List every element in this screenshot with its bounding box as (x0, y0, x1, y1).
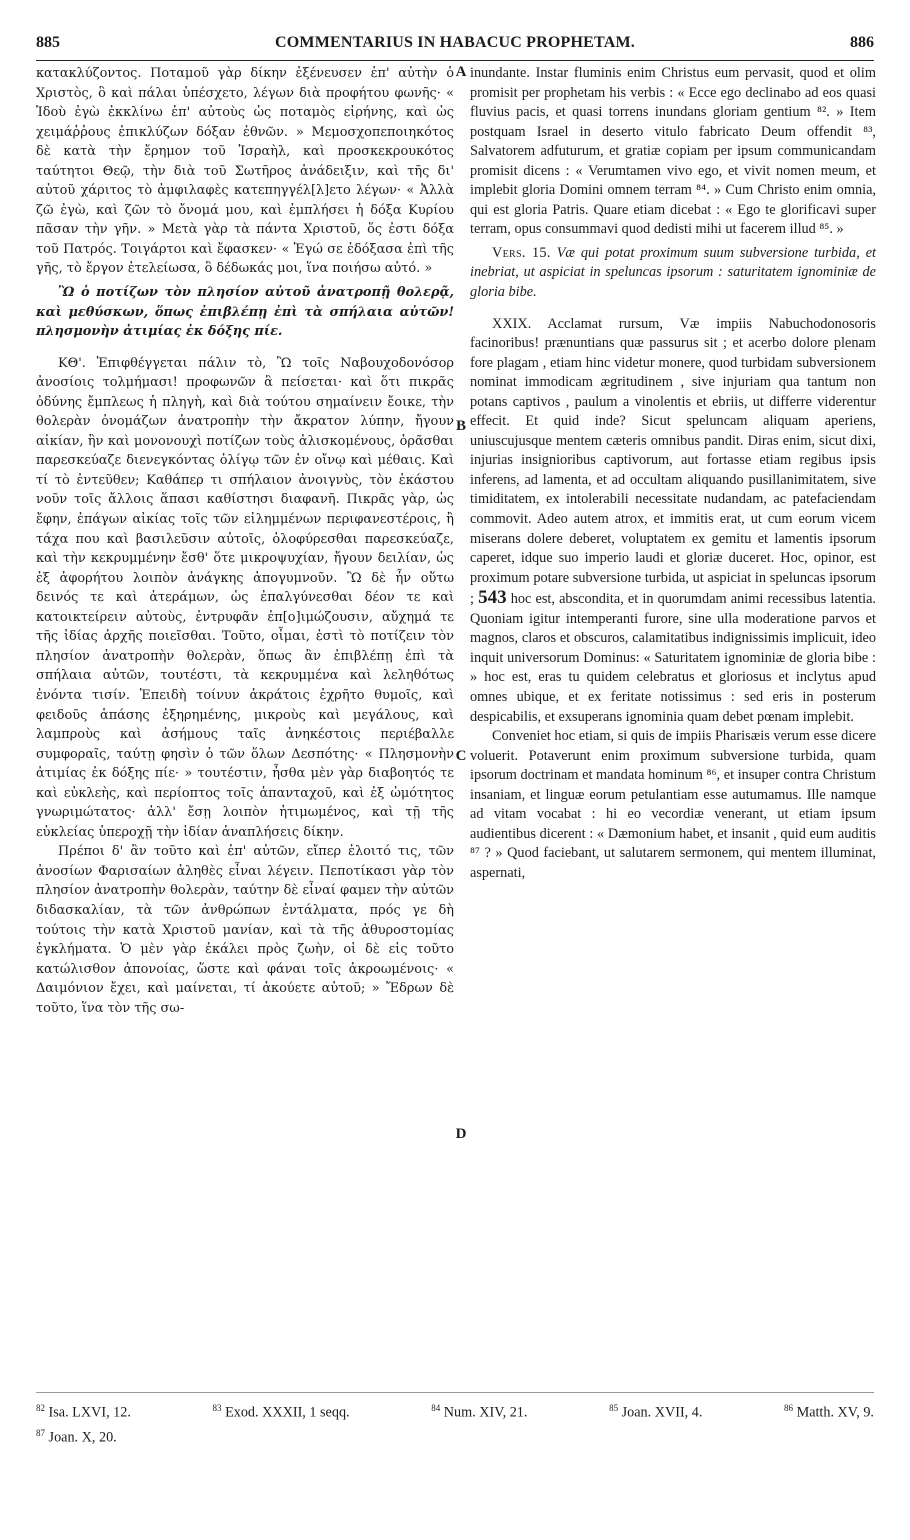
footnote: $^{84}$ Num. XIV, 21. (431, 1403, 528, 1421)
greek-column (36, 64, 454, 1018)
greek-verse: Ὢ ὁ ποτίζων τὸν πλησίον αὐτοῦ ἀνατροπῇ θολερᾷ, καὶ μεθύσκων, ὅπως ἐπιβλέπῃ ἐπὶ τὰ σπήλαια αὐτῶν! πλησμονὴν ἀτιμίας ἐκ δόξης πίε. (36, 285, 454, 340)
greek-paragraph-2: ΚΘ'. Ἐπιφθέγγεται πάλιν τὸ, Ὢ τοῖς Ναβουχοδονόσορ ἀνοσίοις τολμήμασι! προφωνῶν ἃ πείσεται· καὶ ὅτι πικρᾶς ὀδύνης ἔμπλεως ἡ πληγὴ, καὶ διὰ τούτου σημαίνειν ἔοικε, τὴν θολερὰν ὀνομάζων ἀνατροπὴν τὴν ἄκρατον λύπην, ἤγουν αἰκίαν, ἣν καὶ μονονουχὶ ποτίζων τοὺς ἁλισκομένους, ὁρᾶσθαι παρεσκεύαζε διενεγκόντας ὀλίγῳ τῶν ἐν οἴνῳ καὶ μέθαις. Καὶ τί τὸ ἐντεῦθεν; Καθάπερ τι σπήλαιον ἀνοιγνὺς, τὸν ἑκάστου νοῦν τοῖς ἄλλοις ἅπασι καθίστησι διαφανῆ. Πικρᾶς γὰρ, ὡς ἔφην, ἐπάγων αἰκίας τοῖς τῶν εἰλημμένων περιφανεστέροις, ἢ τάχα που καὶ βασιλεῦσιν αὐτοῖς, ὀλοφύρεσθαι παρεσκεύαζε, καὶ τὴν κεκρυμμένην ἔσθ' ὅτε μικροψυχίαν, ἤγουν δειλίαν, ὡς ἐξ ἀφορήτου λοιπὸν ἀνάγκης ἀπογυμνοῦν. Ὢ δὲ ἦν οὕτω δεινός τε καὶ ἀτεράμων, ὡς ἐπαλγύνεσθαι δέον τε καὶ κατοικτείρειν αὐτοὺς, ἐντρυφᾶν ἐπ[ο]ιμώζουσιν, αὔχημά τε τῆς ἰδίας ἀρχῆς ποιεῖσθαι. Τοῦτο, οἶμαι, ἐστὶ τὸ ποτίζειν τὸν πλησίον ἀνατροπὴν θολερὰν, ὅπως ἂν ἐπιβλέπῃ ἐπὶ τὰ σπήλαια αὐτῶν, τουτέστι, τὰ κεκρυμμένα καὶ λεληθότως ἐνόντα τισίν. Ἐπειδὴ τοίνυν ἀκράτοις ἐχρῆτο θυμοῖς, καὶ φειδοῦς ἁπάσης ἐξηρημένης, μικροὺς καὶ μεγάλους, καὶ λαμπροὺς καὶ ἀσήμους ταῖς ἀνηκέστοις περιέβαλλε συμφοραῖς, ταύτῃ φησὶν ὁ τῶν ὅλων Δεσπότης· « Πλησμονὴν ἀτιμίας ἐκ δόξης πίε· » τουτέστιν, ἦσθα μὲν γὰρ διαβοητός τε καὶ εὐκλεὴς, καὶ περίοπτος τοῖς ἁπανταχοῦ, καὶ ἐξ ὠμότητος γνωριμώτατος· ἀλλ' ἔσῃ λοιπὸν ἠτιμωμένος, καὶ τῇ τῆς εὐκλείας ὑπεροχῇ τὴν ἰδίαν ἀναπλήσεις δίκην. (36, 355, 454, 840)
latin-paragraph-1: inundante. Instar fluminis enim Christus eum pervasit, quod et olim promisit per prophetam his verbis : « Ecce ego declinabo ad eos quasi fluvius pacis, et quasi torrens inundans gloriam gentium ⁸². » Item postquam Israel in deserto vitulo fabricato Deum offendit ⁸³, Salvatorem adfuturum, et gratiæ copiam per ipsum communicandam promisit dicens : « Verumtamen vivo ego, et vivit nomen meum, et implebit gloria Domini omnem terram ⁸⁴. » Cum Christo enim omnia, qui est gloria Patris. Quare etiam dicebat : « Ego te glorificavi super terram, opus consummavi quod dedisti mihi ut facerem illud ⁸⁵. » (470, 65, 876, 238)
latin-paragraph-2-part-2: hoc est, abscondita, et in quorumdam animi recessibus latentia. Quoniam igitur intemperanti furore, sine ulla moderatione parvos et magnos, claros et obscuros, calamitatibus indignissimis implicuit, ideo inquit universorum Dominus: « Saturitatem ignominiæ de gloria bibe : » hoc est, eras tu quidem celebratus et gloriosus et inclytus apud omnes ubique, et ex feritate notissimus : sed eris in posterum despicabilis, et exsuperans ignominia quam debet pœnam implebit. (470, 591, 876, 725)
latin-paragraph-3: Conveniet hoc etiam, si quis de impiis Pharisæis verum esse dicere voluerit. Potaverunt enim proximum subversione turbida, quam ipsorum doctrinam et mandata hominum ⁸⁶, et insuper contra Christum insaniam, et linguæ eorum petulantiam esse autumamus. Ille namque ad vitam vocabat : hi eo vecordiæ venerant, ut etiam ipsum audientibus dicerent : « Dæmonium habet, et insanit , quid eum auditis ⁸⁷ ? » Quod faciebant, ut salutarem sermonem, qui mentem illuminat, aspernati, (470, 728, 876, 881)
greek-paragraph-1: κατακλύζοντος. Ποταμοῦ γὰρ δίκην ἐξένευσεν ἐπ' αὐτὴν ὁ Χριστὸς, ὃ καὶ πάλαι ὑπέσχετο, λέγων διὰ προφήτου φωνῆς· « Ἰδοὺ ἐγὼ ἐκκλίνω ἐπ' αὐτοὺς ὡς ποταμὸς εἰρήνης, καὶ ὡς χειμάῤῥους ἐπικλύζων δόξαν ἐθνῶν. » Μεμοσχοπεποιηκότος δὲ κατὰ τὴν ἔρημον τοῦ Ἰσραὴλ, καὶ προσκεκρουκότος ταύτητοι Θεῷ, τὴν διὰ τοῦ Σωτῆρος ἀνάδειξιν, καὶ τῆς δι' αὐτοῦ χάριτος τὸ ἀμφιλαφὲς κατεπηγγέλ[λ]ετο λέγων· « Ἀλλὰ ζῶ ἐγὼ, καὶ ζῶν τὸ ὄνομά μου, καὶ ἐμπλήσει ἡ δόξα Κυρίου πᾶσαν τὴν γῆν. » Μετὰ γὰρ τὰ πάντα Χριστοῦ, ὅς ἐστι δόξα τοῦ Πατρός. Τοιγάρτοι καὶ ἔφασκεν· « Ἐγώ σε ἐδόξασα ἐπὶ τῆς γῆς, τὸ ἔργον ἐτελείωσα, ὃ δέδωκάς μοι, ἵνα ποιήσω αὐτό. » (36, 66, 454, 277)
footnote-row-1 (36, 1398, 874, 1423)
latin-column (470, 64, 876, 883)
verse-label: Vers. 15. (492, 244, 551, 261)
footnote-row-2 (36, 1423, 874, 1448)
marker-c: C (455, 748, 467, 764)
marker-d: D (455, 1126, 467, 1142)
footnote: $^{87}$ Joan. X, 20. (36, 1427, 117, 1446)
latin-paragraph-2 (470, 315, 876, 727)
page-marker: 543 (478, 587, 507, 609)
page-number-left: 885 (36, 34, 60, 51)
marker-b: B (455, 418, 466, 434)
footnote: $^{83}$ Exod. XXXII, 1 seqq. (212, 1403, 350, 1421)
marker-a: A (455, 64, 467, 80)
footnote: $^{86}$ Matth. XV, 9. (784, 1403, 874, 1421)
footnote: $^{82}$ Isa. LXVI, 12. (36, 1403, 131, 1421)
page-number-right: 886 (849, 34, 874, 51)
margin-markers (453, 0, 469, 1540)
verse-text: Væ qui potat proximum suum subversione turbida, et inebriat, ut aspiciat in speluncas ipsorum : saturitatem ignominiæ de gloria bibe. (470, 244, 877, 301)
latin-verse (470, 244, 876, 303)
greek-paragraph-3: Πρέποι δ' ἂν τοῦτο καὶ ἐπ' αὐτῶν, εἴπερ ἐλοιτό τις, τῶν ἀνοσίων Φαρισαίων ἀληθὲς εἶναι λέγειν. Πεποτίκασι γὰρ τὸν πλησίον ἀνατροπὴν θολερὰν, ταύτην δὲ εἶναί φαμεν τὴν αὐτῶν διδασκαλίαν, τὰ τῶν ἀνθρώπων ἐντάλματα, πρός γε δὴ τούτοις τὴν κατὰ Χριστοῦ μανίαν, καὶ τὰ τῆς ἀθυροστομίας ἐγκλήματα. Ὁ μὲν γὰρ ἐκάλει πρὸς ζωὴν, οἱ δὲ εἰς τοῦτο κατώλισθον ἀπονοίας, ὥστε καὶ φάναι τοῖς ἀκροωμένοις· « Δαιμόνιον ἔχει, καὶ μαίνεται, τί ἀκούετε αὐτοῦ; » Ἔδρων δὲ τοῦτο, ἵνα τὸν τῆς σω- (36, 844, 454, 1016)
running-title: COMMENTARIUS IN HABACUC PROPHETAM. (275, 34, 635, 51)
footnote: $^{85}$ Joan. XVII, 4. (609, 1403, 703, 1421)
footnote-rule (36, 1392, 874, 1393)
latin-paragraph-2-part-1: XXIX. Acclamat rursum, Væ impiis Nabuchodonosoris facinoribus! prænuntians quæ passurus sit ; et acerbo dolore plenam fore plagam , etiam hinc videtur monere, quod turbidam subversionem nominat immodicam ægritudinem , sive injuriam qua tantum non potans captivos , paulum a vinolentis et ebriis, ut differre viderentur effecit. Et quid inde? Sicut speluncam aliquam aperiens, uniuscujusque mentem cæteris omnibus pandit. Diras enim, sicut dixi, injurias insignioribus captivorum, aut fortasse etiam regibus ipsis inferens, ad lamenta, et ad occultam aliquando pusillanimitatem, sive timiditatem, ex intolerabili necessitate nudandam, ac patefaciendam commovit. Adeo autem atrox, et immitis erat, ut cum eorum vicem miserans dolere deberet, voluptatem ex gemitu et lamentis ipsorum caperet, idque suo imperio laudi et gloriæ duceret. Hoc, opinor, est proximum potare subversione turbida, ut aspiciat in speluncas ipsorum ; (470, 315, 876, 608)
footnotes (36, 1398, 874, 1447)
spacer (36, 342, 454, 354)
spacer (470, 303, 876, 315)
